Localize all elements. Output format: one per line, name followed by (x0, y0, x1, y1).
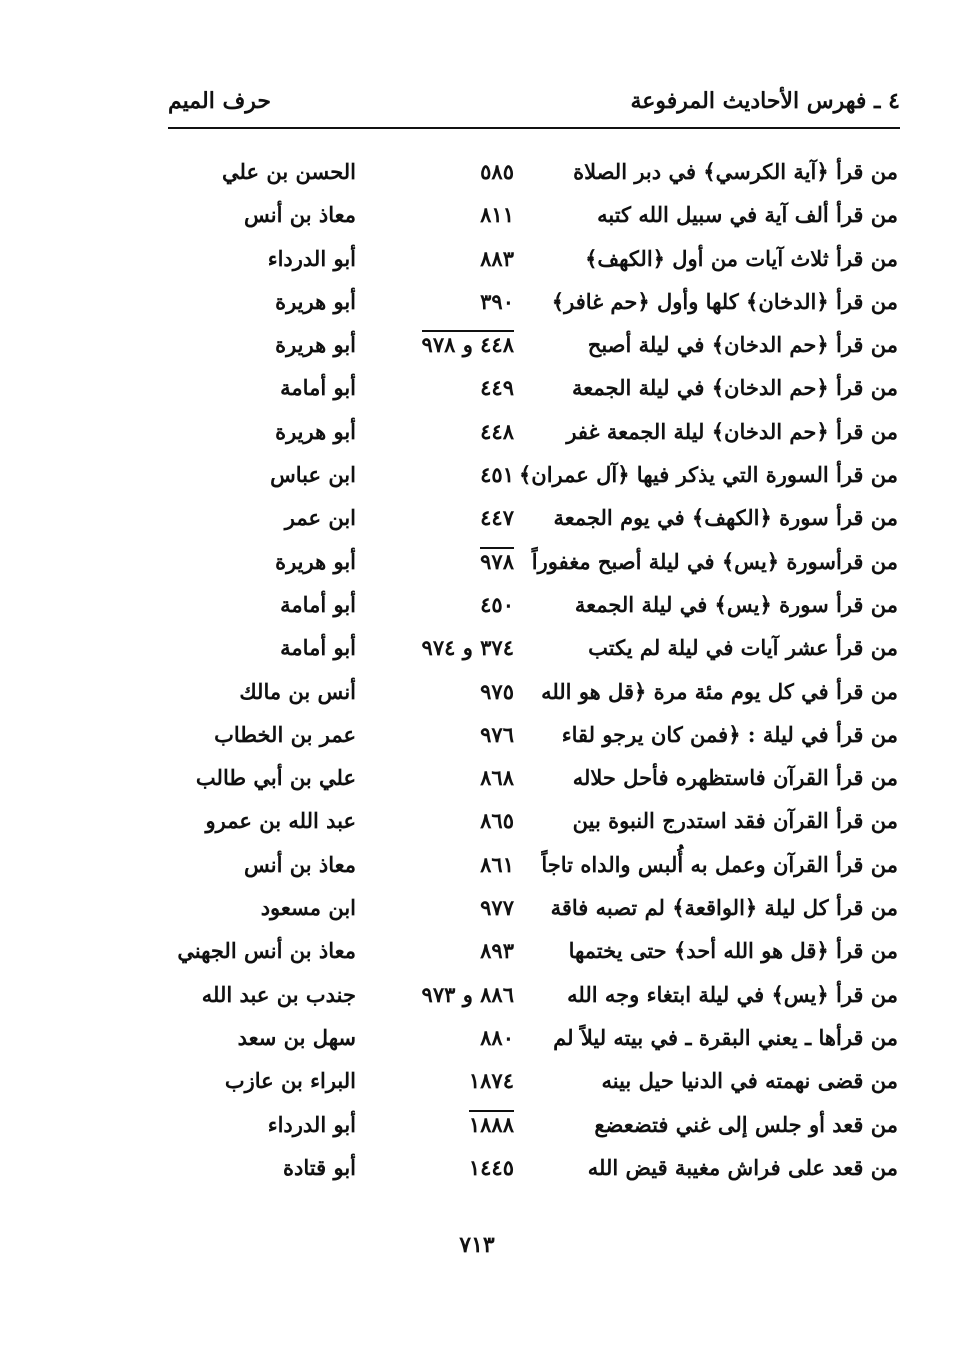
narrator-name: أبو هريرة (275, 548, 356, 574)
list-item (0, 193, 954, 236)
narrator-name: أبو أمامة (280, 635, 356, 661)
list-item (0, 713, 954, 756)
narrator-name: ابن عمر (284, 505, 356, 531)
hadith-number-value: ٩٧٧ (480, 895, 514, 921)
hadith-number (404, 366, 514, 409)
hadith-number-value: ٨٨٦ و ٩٧٣ (421, 981, 514, 1007)
list-item (0, 237, 954, 280)
list-item (0, 150, 954, 193)
hadith-number (404, 410, 514, 453)
header-rule (168, 127, 900, 129)
narrator-name: البراء بن عازب (224, 1068, 356, 1094)
hadith-number (404, 713, 514, 756)
narrator-name: عمر بن الخطاب (214, 721, 356, 747)
hadith-number (404, 280, 514, 323)
narrator-name: معاذ بن أنس (243, 851, 356, 877)
hadith-number-value: ٣٧٤ و ٩٧٤ (421, 635, 514, 661)
narrator-name: جندب بن عبد الله (201, 981, 356, 1007)
hadith-text: من قعد أو جلس إلى غني فتضعضع (594, 1111, 898, 1137)
hadith-number-value: ٨١١ (480, 202, 514, 228)
hadith-text: من قرأ ﴿قل هو الله أحد﴾ حتى يختمها (568, 938, 898, 964)
hadith-text: من قرأ ﴿حم الدخان﴾ في ليلة الجمعة (572, 375, 898, 401)
hadith-text: من قرأ في كل يوم مئة مرة ﴿قل هو الله (541, 678, 898, 704)
hadith-number-value: ٩٧٨ (480, 548, 514, 574)
hadith-number (404, 323, 514, 366)
hadith-text: من قرأ ألف آية في سبيل الله كتبه (597, 202, 898, 228)
hadith-number (404, 1059, 514, 1102)
narrator-name: ابن مسعود (260, 895, 356, 921)
hadith-number (404, 193, 514, 236)
hadith-text: من قرأ القرآن وعمل به أُلبس والداه تاجاً (541, 851, 898, 877)
list-item (0, 1146, 954, 1189)
narrator-name: معاذ بن أنس (243, 202, 356, 228)
list-item (0, 929, 954, 972)
hadith-number (404, 453, 514, 496)
narrator-name: أبو أمامة (280, 375, 356, 401)
narrator-name: أبو هريرة (275, 418, 356, 444)
hadith-number (404, 886, 514, 929)
chapter-letter: حرف الميم (168, 88, 272, 114)
hadith-number-value: ٨٨٣ (480, 245, 514, 271)
hadith-text: من قرأ ﴿حم الدخان﴾ ليلة الجمعة غفر (566, 418, 898, 444)
narrator-name: الحسن بن علي (222, 159, 356, 184)
hadith-text: من قرأ ﴿يس﴾ في ليلة ابتغاء وجه الله (567, 981, 898, 1007)
hadith-number-value: ٤٤٨ (480, 418, 514, 444)
hadith-number (404, 540, 514, 583)
hadith-number (404, 583, 514, 626)
list-item (0, 583, 954, 626)
hadith-number-value: ٤٥٠ (480, 591, 514, 617)
hadith-text: من قرأ سورة ﴿الكهف﴾ في يوم الجمعة (553, 505, 898, 531)
hadith-text: من قعد على فراش مغيبة قيض الله (587, 1154, 898, 1180)
page-number: ٧١٣ (459, 1232, 495, 1258)
narrator-name: معاذ بن أنس الجهني (177, 938, 356, 964)
hadith-number (404, 799, 514, 842)
hadith-number-value: ٩٧٦ (480, 721, 514, 747)
list-item (0, 280, 954, 323)
list-item (0, 366, 954, 409)
hadith-number-value: ٨٨٠ (480, 1024, 514, 1050)
list-item (0, 670, 954, 713)
hadith-text: من قرأسورة ﴿يس﴾ في ليلة أصبح مغفوراً (531, 548, 898, 574)
hadith-text: من قرأ سورة ﴿يس﴾ في ليلة الجمعة (574, 591, 898, 617)
narrator-name: أبو الدرداء (267, 245, 356, 271)
hadith-number (404, 843, 514, 886)
hadith-number-value: ٤٥١ (480, 462, 514, 488)
hadith-index-list (0, 150, 954, 1189)
list-item (0, 1016, 954, 1059)
hadith-text: من قرأ ﴿حم الدخان﴾ في ليلة أصبح (587, 332, 898, 358)
narrator-name: أبو هريرة (275, 288, 356, 314)
hadith-number (404, 756, 514, 799)
narrator-name: عبد الله بن عمرو (205, 808, 356, 834)
hadith-text: من قضى نهمته في الدنيا حيل بينه (601, 1068, 898, 1094)
list-item (0, 453, 954, 496)
hadith-text: من قرأ في ليلة : ﴿فمن كان يرجو لقاء (561, 721, 898, 747)
narrator-name: أبو هريرة (275, 332, 356, 358)
section-title: ٤ ـ فهرس الأحاديث المرفوعة (630, 88, 900, 114)
list-item (0, 1059, 954, 1102)
hadith-number-value: ٤٤٨ و ٩٧٨ (421, 332, 514, 358)
hadith-number-value: ٨٩٣ (480, 938, 514, 964)
list-item (0, 756, 954, 799)
hadith-text: من قرأ القرآن فقد استدرج النبوة بين (572, 808, 898, 834)
hadith-text: من قرأ ﴿الدخان﴾ كلها وأول ﴿حم غافر﴾ (551, 288, 898, 314)
hadith-number-value: ٩٧٥ (480, 678, 514, 704)
list-item (0, 410, 954, 453)
hadith-text: من قرأ كل ليلة ﴿الواقعة﴾ لم تصبه فاقة (550, 895, 898, 921)
hadith-number (404, 670, 514, 713)
list-item (0, 799, 954, 842)
narrator-name: أبو أمامة (280, 591, 356, 617)
narrator-name: أبو الدرداء (267, 1111, 356, 1137)
narrator-name: أنس بن مالك (239, 678, 356, 704)
list-item (0, 973, 954, 1016)
hadith-number-value: ٨٦٥ (480, 808, 514, 834)
running-header (168, 88, 900, 124)
list-item (0, 1103, 954, 1146)
hadith-number (404, 496, 514, 539)
list-item (0, 540, 954, 583)
hadith-number-value: ١٨٧٤ (468, 1068, 514, 1094)
hadith-number-value: ١٨٨٨ (468, 1111, 514, 1137)
hadith-text: من قرأ القرآن فاستظهره فأحل حلاله (572, 765, 898, 791)
hadith-number-value: ٥٨٥ (480, 159, 514, 184)
hadith-number-value: ٨٦١ (480, 851, 514, 877)
list-item (0, 843, 954, 886)
hadith-number-value: ٨٦٨ (480, 765, 514, 791)
list-item (0, 626, 954, 669)
hadith-number (404, 1146, 514, 1189)
hadith-number-value: ٤٤٩ (480, 375, 514, 401)
hadith-number (404, 1016, 514, 1059)
hadith-number (404, 973, 514, 1016)
list-item (0, 323, 954, 366)
hadith-number-value: ٤٤٧ (480, 505, 514, 531)
hadith-text: من قرأ السورة التي يذكر فيها ﴿آل عمران﴾ (518, 462, 898, 488)
hadith-text: من قرأها ـ يعني البقرة ـ في بيته ليلاً لم (553, 1024, 898, 1050)
hadith-number-value: ١٤٤٥ (468, 1154, 514, 1180)
hadith-text: من قرأ ثلاث آيات من أول ﴿الكهف﴾ (585, 245, 898, 271)
narrator-name: سهل بن سعد (237, 1024, 356, 1050)
list-item (0, 886, 954, 929)
hadith-number (404, 237, 514, 280)
narrator-name: أبو قتادة (283, 1154, 356, 1180)
narrator-name: ابن عباس (270, 462, 356, 488)
list-item (0, 496, 954, 539)
hadith-number (404, 150, 514, 193)
hadith-text: من قرأ ﴿آية الكرسي﴾ في دبر الصلاة (573, 159, 898, 184)
hadith-number (404, 626, 514, 669)
hadith-number (404, 929, 514, 972)
hadith-number-value: ٣٩٠ (480, 288, 514, 314)
hadith-number (404, 1103, 514, 1146)
narrator-name: علي بن أبي طالب (195, 765, 356, 791)
hadith-text: من قرأ عشر آيات في ليلة لم يكتب (588, 635, 898, 661)
